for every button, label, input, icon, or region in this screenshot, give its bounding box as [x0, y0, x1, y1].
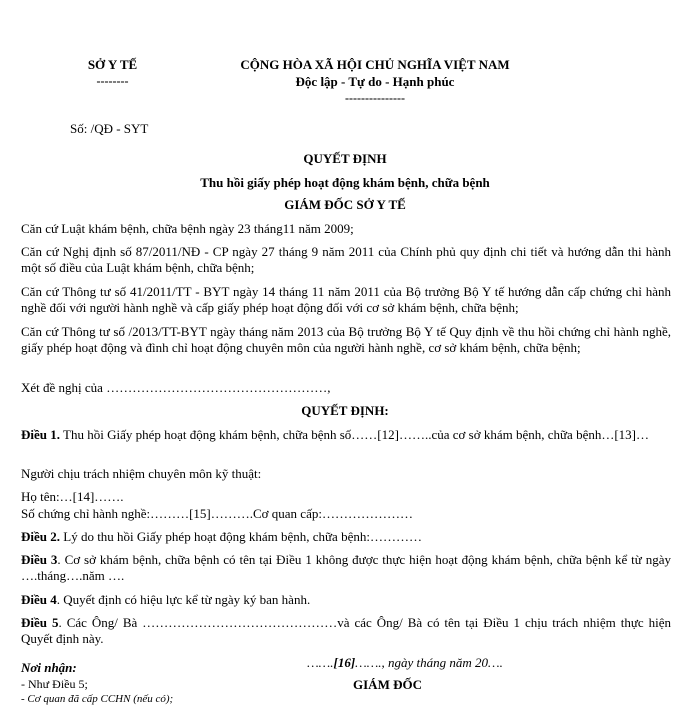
motto-rule: ---------------: [345, 91, 405, 105]
article-4: [21, 592, 671, 608]
agency-name: SỞ Y TẾ: [87, 57, 138, 72]
nation-motto: Độc lập - Tự do - Hạnh phúc: [295, 74, 455, 89]
place-date-placeholder: [16]: [333, 655, 356, 670]
article-5: [21, 615, 671, 647]
nation-title: CỘNG HÒA XÃ HỘI CHỦ NGHĨA VIỆT NAM: [240, 57, 510, 72]
article-text: . Cơ sở khám bệnh, chữa bệnh có tên tại Điều 1 không được thực hiện hoạt động khám bệnh, chữa bệnh kể từ ngày ….tháng….năm ….: [21, 552, 672, 583]
article-2: [21, 529, 671, 545]
article-3: [21, 552, 671, 584]
article-label: Điều 3: [21, 552, 58, 567]
article-label: Điều 2.: [21, 529, 60, 544]
responsible-person-label: Người chịu trách nhiệm chuyên môn kỹ thuật:: [21, 466, 262, 481]
article-text: Thu hồi Giấy phép hoạt động khám bệnh, chữa bệnh số……[12]……..của cơ sở khám bệnh, chữa bệnh…[13]…: [60, 427, 649, 442]
document-subject: Thu hồi giấy phép hoạt động khám bệnh, chữa bệnh: [200, 175, 490, 190]
place-date-prefix: …….: [307, 655, 334, 670]
agency-rule: --------: [96, 74, 129, 88]
legal-basis: Căn cứ Thông tư số 41/2011/TT - BYT ngày 14 tháng 11 năm 2011 của Bộ trưởng Bộ Y tế hướng dẫn cấp chứng chỉ hành nghề đối với người hành nghề và cấp giấy phép hoạt động đối với cơ sở khám bệnh, chữa bệnh;: [21, 284, 671, 315]
legal-basis: Căn cứ Nghị định số 87/2011/NĐ - CP ngày 27 tháng 9 năm 2011 của Chính phủ quy định chi tiết và hướng dẫn thi hành một số điều của Luật khám bệnh, chữa bệnh;: [21, 244, 671, 275]
article-label: Điều 5: [21, 615, 59, 630]
document-number: Số: /QĐ - SYT: [70, 121, 149, 136]
article-label: Điều 4: [21, 592, 57, 607]
legal-basis: Căn cứ Thông tư số /2013/TT-BYT ngày tháng năm 2013 của Bộ trưởng Bộ Y tế Quy định về thu hồi chứng chỉ hành nghề, giấy phép hoạt động và đình chỉ hoạt động chuyên môn của người hành nghề, cơ sở khám bệnh, chữa bệnh;: [21, 324, 671, 355]
issuing-authority: GIÁM ĐỐC SỞ Y TẾ: [284, 197, 406, 212]
document-type: QUYẾT ĐỊNH: [303, 151, 387, 166]
legal-basis: Căn cứ Luật khám bệnh, chữa bệnh ngày 23 tháng11 năm 2009;: [21, 221, 354, 236]
article-text: . Quyết định có hiệu lực kể từ ngày ký ban hành.: [56, 592, 311, 607]
recipient-item: - Cơ quan đã cấp CCHN (nếu có);: [21, 693, 174, 705]
proposal-line: Xét đề nghị của ……………………………………………,: [21, 380, 331, 395]
article-label: Điều 1.: [21, 427, 60, 442]
recipient-item: - Như Điều 5;: [21, 677, 88, 691]
decision-heading: QUYẾT ĐỊNH:: [301, 403, 389, 418]
person-name-line: Họ tên:…[14]…….: [21, 489, 124, 504]
recipients-label: Nơi nhận:: [21, 660, 77, 675]
place-date-suffix: ……., ngày tháng năm 20….: [355, 655, 503, 670]
signer-title: GIÁM ĐỐC: [353, 677, 422, 692]
place-date: [250, 655, 560, 671]
article-text: Lý do thu hồi Giấy phép hoạt động khám bệnh, chữa bệnh:…………: [60, 529, 422, 544]
article-1: [21, 427, 671, 443]
certificate-line: Số chứng chỉ hành nghề:………[15]……….Cơ quan cấp:…………………: [21, 506, 413, 521]
article-text: . Các Ông/ Bà ………………………………………và các Ông/ Bà có tên tại Điều 1 chịu trách nhiệm thực hiện Quyết định này.: [21, 615, 672, 646]
